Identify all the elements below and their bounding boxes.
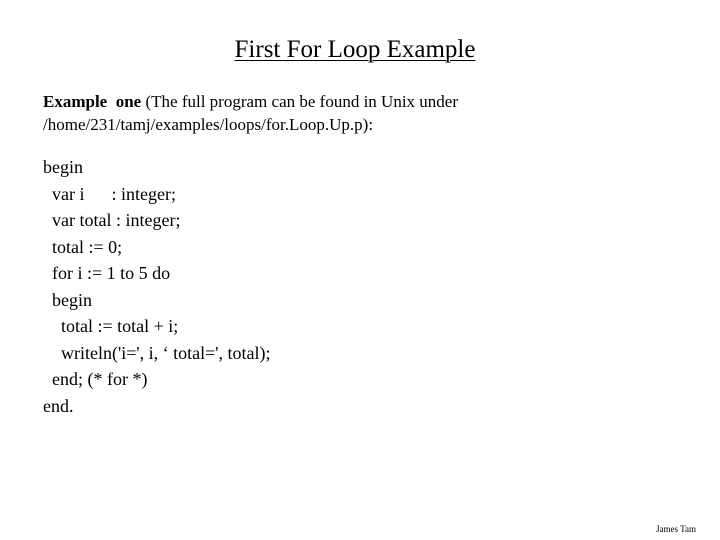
code-line: end. (43, 395, 74, 416)
slide-title: First For Loop Example (234, 36, 476, 63)
code-line: total := total + i; (43, 316, 179, 336)
code-line: total := 0; (43, 236, 123, 257)
code-line: begin (43, 157, 83, 177)
intro-paragraph (43, 90, 683, 136)
intro-text: (The full program can be found in Unix under (141, 92, 459, 111)
code-line: end; (* for *) (43, 369, 148, 389)
code-block (43, 154, 683, 419)
file-path: /home/231/tamj/examples/loops/for.Loop.Up.p): (43, 115, 374, 134)
code-line: var total : integer; (43, 210, 181, 230)
intro-line-1 (43, 90, 683, 113)
code-line: var i : integer; (43, 183, 176, 204)
example-label: Example one (43, 92, 142, 111)
author-footer: James Tam (656, 524, 696, 534)
code-line: for i := 1 to 5 do (43, 263, 171, 283)
code-line: begin (43, 289, 92, 310)
code-line: writeln('i=', i, ‘ total=', total); (43, 342, 271, 363)
